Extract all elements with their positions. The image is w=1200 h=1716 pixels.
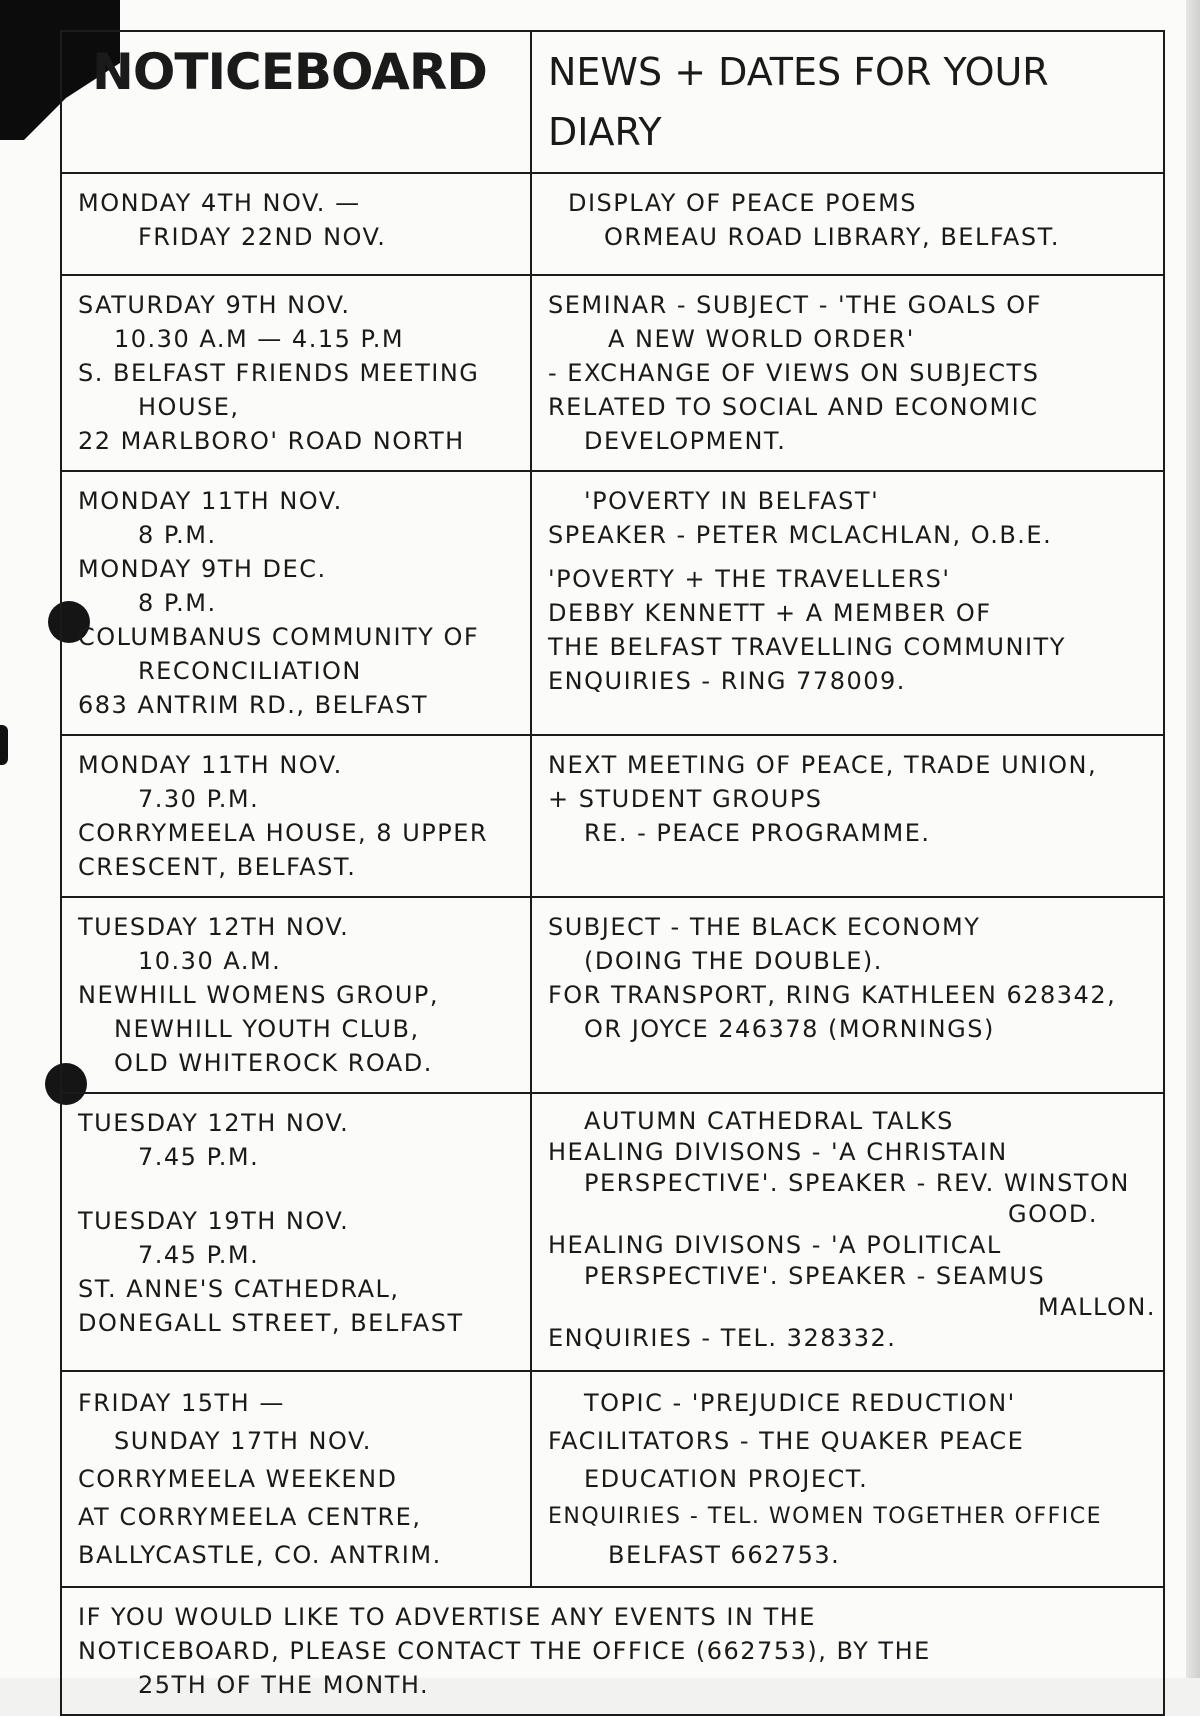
event-detail-line: PERSPECTIVE'. SPEAKER - REV. WINSTON bbox=[584, 1169, 1130, 1197]
event-detail-line: 'POVERTY IN BELFAST' bbox=[584, 487, 880, 515]
event-detail-line: ORMEAU ROAD LIBRARY, BELFAST. bbox=[604, 223, 1061, 251]
event-when-line: 8 P.M. bbox=[138, 589, 217, 617]
event-when-line: TUESDAY 12TH NOV. bbox=[78, 1109, 350, 1137]
event-when-line: TUESDAY 12TH NOV. bbox=[78, 913, 350, 941]
event-when-line: 10.30 A.M. bbox=[138, 947, 282, 975]
event-when-line: 7.45 P.M. bbox=[138, 1143, 260, 1171]
event-detail-line: RE. - PEACE PROGRAMME. bbox=[584, 819, 931, 847]
event-detail-line: THE BELFAST TRAVELLING COMMUNITY bbox=[548, 633, 1066, 661]
header-title-cell bbox=[61, 31, 531, 173]
event-row bbox=[61, 275, 1164, 471]
event-when-line: SATURDAY 9TH NOV. bbox=[78, 291, 351, 319]
event-when-line: CRESCENT, BELFAST. bbox=[78, 853, 357, 881]
event-when-line: CORRYMEELA HOUSE, 8 UPPER bbox=[78, 819, 489, 847]
footer-row bbox=[61, 1587, 1164, 1715]
event-when-line: CORRYMEELA WEEKEND bbox=[78, 1465, 398, 1493]
event-when-line: OLD WHITEROCK ROAD. bbox=[114, 1049, 433, 1077]
event-detail-line: - EXCHANGE OF VIEWS ON SUBJECTS bbox=[548, 359, 1040, 387]
event-when-line: HOUSE, bbox=[138, 393, 240, 421]
event-when-line: 7.45 P.M. bbox=[138, 1241, 260, 1269]
footer-line: IF YOU WOULD LIKE TO ADVERTISE ANY EVENTS IN THE bbox=[78, 1603, 816, 1631]
event-detail-line: 'POVERTY + THE TRAVELLERS' bbox=[548, 565, 951, 593]
event-when bbox=[61, 1093, 531, 1371]
event-when-line: RECONCILIATION bbox=[138, 657, 362, 685]
footer-line: NOTICEBOARD, PLEASE CONTACT THE OFFICE (662753), BY THE bbox=[78, 1637, 931, 1665]
page-edge-shadow bbox=[1186, 0, 1200, 1678]
event-detail-line: A NEW WORLD ORDER' bbox=[608, 325, 915, 353]
event-when-line: DONEGALL STREET, BELFAST bbox=[78, 1309, 464, 1337]
event-when-line: AT CORRYMEELA CENTRE, bbox=[78, 1503, 422, 1531]
event-when-line: BALLYCASTLE, CO. ANTRIM. bbox=[78, 1541, 442, 1569]
event-row bbox=[61, 1093, 1164, 1371]
event-detail-line: BELFAST 662753. bbox=[608, 1541, 841, 1569]
event-detail-line: AUTUMN CATHEDRAL TALKS bbox=[584, 1107, 954, 1135]
event-detail-line: OR JOYCE 246378 (MORNINGS) bbox=[584, 1015, 995, 1043]
event-detail-line: FACILITATORS - THE QUAKER PEACE bbox=[548, 1427, 1025, 1455]
event-when bbox=[61, 275, 531, 471]
event-when-line: TUESDAY 19TH NOV. bbox=[78, 1207, 350, 1235]
event-row bbox=[61, 1371, 1164, 1587]
event-detail-line: HEALING DIVISONS - 'A CHRISTAIN bbox=[548, 1138, 1008, 1166]
event-when bbox=[61, 897, 531, 1093]
event-when-line: MONDAY 4TH NOV. — bbox=[78, 189, 361, 217]
event-when-line: 10.30 A.M — 4.15 P.M bbox=[114, 325, 405, 353]
event-detail-line: MALLON. bbox=[1038, 1293, 1156, 1321]
event-when-line: MONDAY 11TH NOV. bbox=[78, 487, 343, 515]
event-details bbox=[531, 173, 1164, 275]
event-details bbox=[531, 471, 1164, 735]
event-detail-line: SUBJECT - THE BLACK ECONOMY bbox=[548, 913, 981, 941]
event-when bbox=[61, 1371, 531, 1587]
event-detail-line: GOOD. bbox=[1008, 1200, 1098, 1228]
page-title: NOTICEBOARD bbox=[92, 43, 487, 101]
event-when-line: 683 ANTRIM RD., BELFAST bbox=[78, 691, 429, 719]
footer-note bbox=[61, 1587, 1164, 1715]
event-detail-line: (DOING THE DOUBLE). bbox=[584, 947, 883, 975]
event-detail-line: + STUDENT GROUPS bbox=[548, 785, 823, 813]
event-when-line: MONDAY 9TH DEC. bbox=[78, 555, 327, 583]
event-when-line: COLUMBANUS COMMUNITY OF bbox=[78, 623, 480, 651]
event-detail-line: DEBBY KENNETT + A MEMBER OF bbox=[548, 599, 992, 627]
event-detail-line: NEXT MEETING OF PEACE, TRADE UNION, bbox=[548, 751, 1098, 779]
event-details bbox=[531, 275, 1164, 471]
event-row bbox=[61, 173, 1164, 275]
event-when-line: ST. ANNE'S CATHEDRAL, bbox=[78, 1275, 400, 1303]
event-detail-line: SEMINAR - SUBJECT - 'THE GOALS OF bbox=[548, 291, 1043, 319]
event-when-line: MONDAY 11TH NOV. bbox=[78, 751, 343, 779]
event-detail-line: EDUCATION PROJECT. bbox=[584, 1465, 869, 1493]
event-detail-line: DISPLAY OF PEACE POEMS bbox=[568, 189, 918, 217]
event-detail-line: DEVELOPMENT. bbox=[584, 427, 787, 455]
header-row bbox=[61, 31, 1164, 173]
event-details bbox=[531, 1093, 1164, 1371]
header-subtitle-cell bbox=[531, 31, 1164, 173]
edge-mark bbox=[0, 725, 8, 765]
event-details bbox=[531, 735, 1164, 897]
event-detail-line: TOPIC - 'PREJUDICE REDUCTION' bbox=[584, 1389, 1016, 1417]
event-detail-line: ENQUIRIES - RING 778009. bbox=[548, 667, 906, 695]
event-detail-line: ENQUIRIES - TEL. WOMEN TOGETHER OFFICE bbox=[548, 1504, 1103, 1529]
event-when-line: S. BELFAST FRIENDS MEETING bbox=[78, 359, 480, 387]
event-when-line: FRIDAY 22ND NOV. bbox=[138, 223, 387, 251]
event-row bbox=[61, 471, 1164, 735]
event-detail-line: FOR TRANSPORT, RING KATHLEEN 628342, bbox=[548, 981, 1117, 1009]
footer-line: 25TH OF THE MONTH. bbox=[138, 1671, 430, 1699]
event-when-line: NEWHILL YOUTH CLUB, bbox=[114, 1015, 420, 1043]
event-details bbox=[531, 1371, 1164, 1587]
event-when-line: NEWHILL WOMENS GROUP, bbox=[78, 981, 439, 1009]
event-when-line: 7.30 P.M. bbox=[138, 785, 260, 813]
event-details bbox=[531, 897, 1164, 1093]
event-detail-line: SPEAKER - PETER MCLACHLAN, O.B.E. bbox=[548, 521, 1053, 549]
event-when bbox=[61, 471, 531, 735]
event-row bbox=[61, 897, 1164, 1093]
page-subtitle: NEWS + DATES FOR YOUR DIARY bbox=[548, 50, 1049, 154]
event-when-line: 8 P.M. bbox=[138, 521, 217, 549]
event-when bbox=[61, 173, 531, 275]
event-detail-line: PERSPECTIVE'. SPEAKER - SEAMUS bbox=[584, 1262, 1046, 1290]
event-when-line: SUNDAY 17TH NOV. bbox=[114, 1427, 372, 1455]
event-detail-line: ENQUIRIES - TEL. 328332. bbox=[548, 1324, 897, 1352]
event-when bbox=[61, 735, 531, 897]
event-when-line: FRIDAY 15TH — bbox=[78, 1389, 285, 1417]
event-row bbox=[61, 735, 1164, 897]
event-detail-line: RELATED TO SOCIAL AND ECONOMIC bbox=[548, 393, 1039, 421]
event-when-line: 22 MARLBORO' ROAD NORTH bbox=[78, 427, 465, 455]
noticeboard-table bbox=[60, 30, 1165, 1716]
event-detail-line: HEALING DIVISONS - 'A POLITICAL bbox=[548, 1231, 1002, 1259]
